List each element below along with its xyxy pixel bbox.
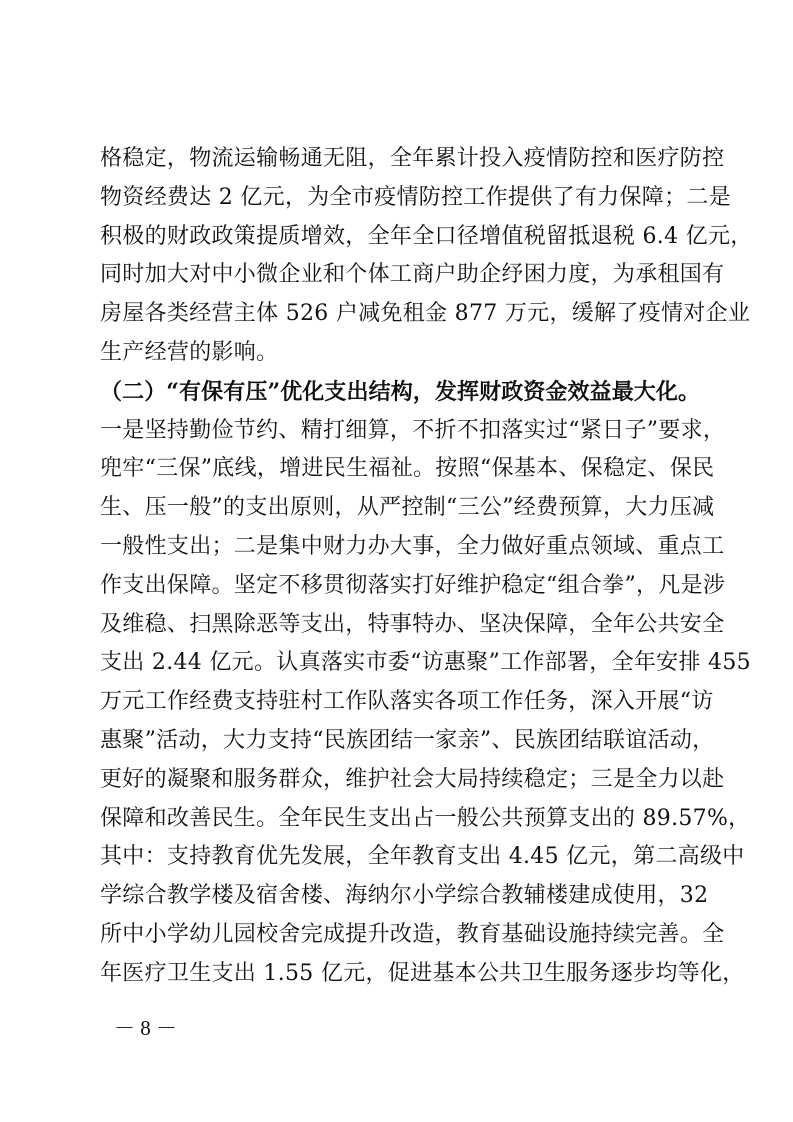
text-line: 作支出保障。坚定不移贯彻落实打好维护稳定“组合拳”，凡是涉	[100, 572, 726, 598]
text-line: 物资经费达 2 亿元，为全市疫情防控工作提供了有力保障；二是	[100, 184, 731, 210]
text-line: 一般性支出；二是集中财力办大事，全力做好重点领域、重点工	[100, 533, 725, 559]
text-line: 学综合教学楼及宿舍楼、海纳尔小学综合教辅楼建成使用，32	[100, 883, 709, 909]
body-text	[100, 140, 753, 994]
text-line: 其中：支持教育优先发展，全年教育支出 4.45 亿元，第二高级中	[100, 844, 745, 870]
text-line: 所中小学幼儿园校舍完成提升改造，教育基础设施持续完善。全	[100, 921, 725, 947]
text-line: 及维稳、扫黑除恶等支出，特事特办、坚决保障，全年公共安全	[100, 611, 725, 637]
text-line: 生、压一般”的支出原则，从严控制“三公”经费预算，大力压减	[100, 495, 715, 521]
text-line: 一是坚持勤俭节约、精打细算，不折不扣落实过“紧日子”要求，	[100, 417, 726, 443]
text-line: 万元工作经费支持驻村工作队落实各项工作任务，深入开展“访	[100, 689, 714, 715]
page-number: － 8 －	[114, 1016, 177, 1040]
text-line: 房屋各类经营主体 526 户减免租金 877 万元，缓解了疫情对企业	[100, 301, 751, 327]
text-line: 保障和改善民生。全年民生支出占一般公共预算支出的 89.57%，	[100, 805, 751, 831]
text-line: 积极的财政政策提质增效，全年全口径增值税留抵退税 6.4 亿元，	[100, 223, 753, 249]
text-line: 格稳定，物流运输畅通无阻，全年累计投入疫情防控和医疗防控	[100, 146, 725, 171]
text-line: 支出 2.44 亿元。认真落实市委“访惠聚”工作部署，全年安排 455	[100, 650, 751, 676]
text-line: 惠聚”活动，大力支持“民族团结一家亲”、民族团结联谊活动，	[100, 727, 715, 753]
text-line: 同时加大对中小微企业和个体工商户助企纾困力度，为承租国有	[100, 262, 725, 288]
text-line: 兜牢“三保”底线，增进民生福祉。按照“保基本、保稳定、保民	[100, 456, 715, 482]
text-line: 更好的凝聚和服务群众，维护社会大局持续稳定；三是全力以赴	[100, 766, 725, 792]
section-heading: （二）“有保有压”优化支出结构，发挥财政资金效益最大化。	[100, 378, 701, 405]
text-line: 生产经营的影响。	[100, 339, 279, 365]
text-line: 年医疗卫生支出 1.55 亿元，促进基本公共卫生服务逐步均等化，	[100, 960, 745, 986]
